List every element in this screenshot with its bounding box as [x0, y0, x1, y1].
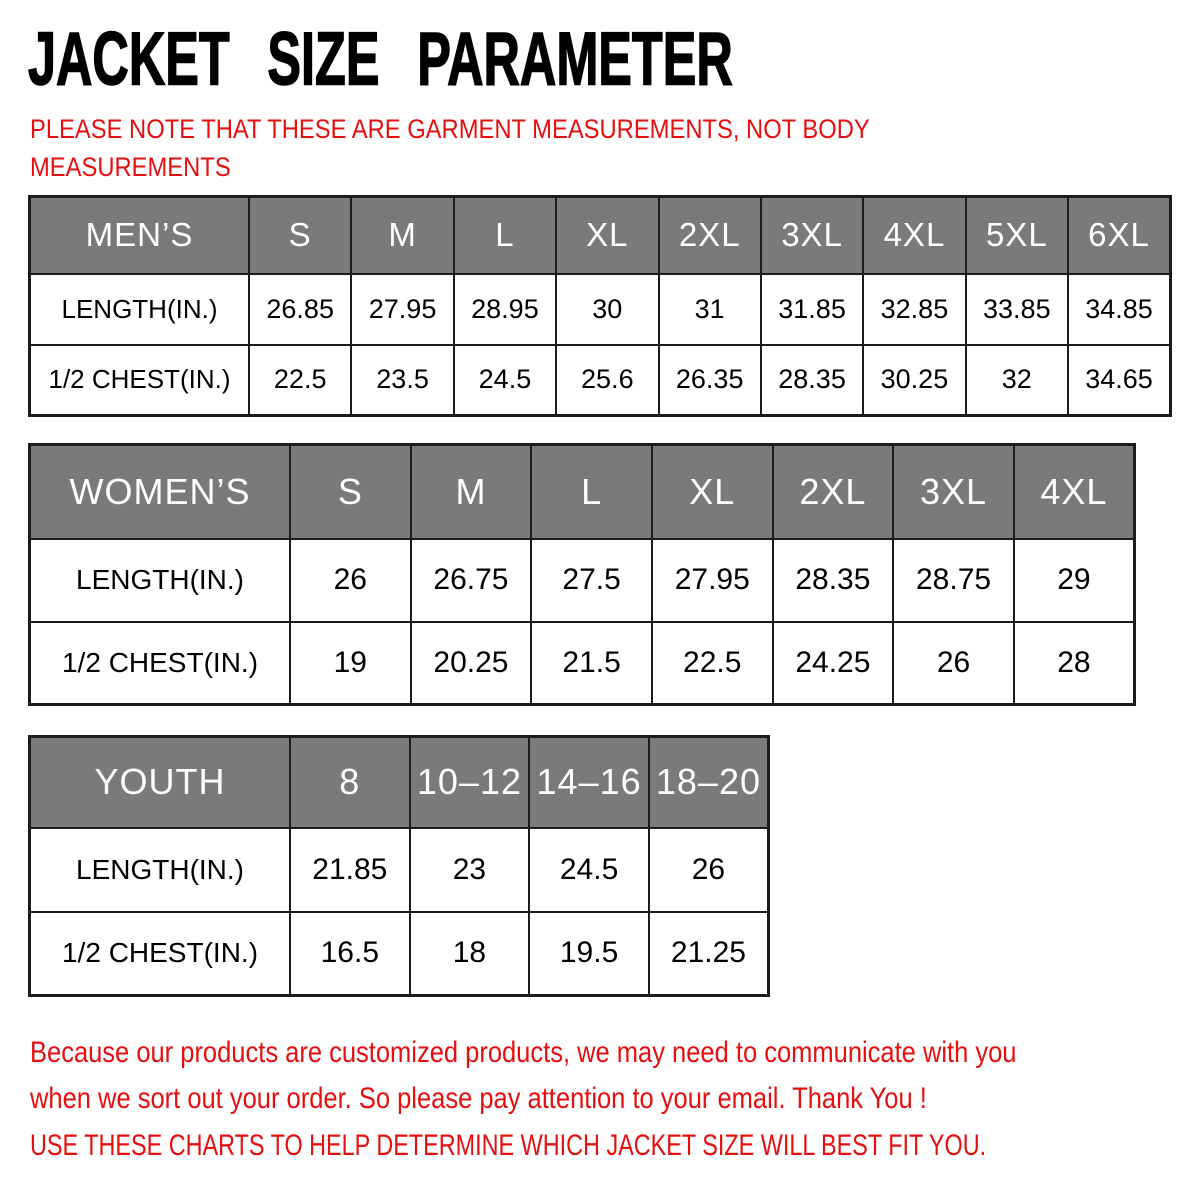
measurement-value-cell: 20.25: [411, 622, 532, 705]
measurement-value-cell: 30: [556, 274, 658, 345]
size-column-header: M: [351, 197, 453, 274]
size-column-header: 2XL: [659, 197, 761, 274]
measurement-value-cell: 28.95: [454, 274, 556, 345]
measurement-value-cell: 23.5: [351, 345, 453, 416]
customization-notice: [30, 1030, 1017, 1122]
size-column-header: 3XL: [893, 445, 1014, 539]
measurement-row: [30, 539, 1135, 622]
size-column-header: S: [249, 197, 351, 274]
womens-table-title-cell: WOMEN’S: [30, 445, 291, 539]
size-column-header: M: [411, 445, 532, 539]
measurement-value-cell: 33.85: [966, 274, 1068, 345]
size-column-header: 5XL: [966, 197, 1068, 274]
size-header-row: [30, 197, 1171, 274]
measurement-value-cell: 25.6: [556, 345, 658, 416]
size-column-header: 2XL: [773, 445, 894, 539]
mens-size-table-container: [28, 195, 1172, 417]
measurement-row-label: 1/2 CHEST(IN.): [30, 622, 291, 705]
measurement-row-label: LENGTH(IN.): [30, 828, 291, 912]
size-column-header: S: [290, 445, 411, 539]
sizing-advice: USE THESE CHARTS TO HELP DETERMINE WHICH JACKET SIZE WILL BEST FIT YOU.: [30, 1129, 987, 1162]
youth-table-title-cell: YOUTH: [30, 737, 291, 828]
womens-size-table-container: [28, 443, 1136, 706]
measurement-value-cell: 28.35: [773, 539, 894, 622]
size-column-header: 10–12: [410, 737, 530, 828]
measurement-value-cell: 28.35: [761, 345, 863, 416]
measurement-value-cell: 21.5: [531, 622, 652, 705]
measurement-value-cell: 27.95: [652, 539, 773, 622]
measurement-value-cell: 21.85: [290, 828, 410, 912]
measurement-value-cell: 22.5: [652, 622, 773, 705]
size-column-header: L: [531, 445, 652, 539]
youth-size-table: [28, 735, 770, 997]
measurement-value-cell: 34.85: [1068, 274, 1171, 345]
mens-size-table: [28, 195, 1172, 417]
garment-measurement-note: [30, 110, 870, 186]
size-column-header: 6XL: [1068, 197, 1171, 274]
measurement-value-cell: 18: [410, 912, 530, 996]
measurement-value-cell: 26.75: [411, 539, 532, 622]
womens-size-table: [28, 443, 1136, 706]
size-column-header: 14–16: [529, 737, 649, 828]
measurement-value-cell: 16.5: [290, 912, 410, 996]
measurement-value-cell: 21.25: [649, 912, 769, 996]
size-column-header: 4XL: [863, 197, 965, 274]
measurement-row: [30, 274, 1171, 345]
measurement-row-label: 1/2 CHEST(IN.): [30, 345, 250, 416]
page-title: JACKET SIZE PARAMETER: [28, 17, 733, 102]
measurement-value-cell: 29: [1014, 539, 1135, 622]
size-column-header: 18–20: [649, 737, 769, 828]
measurement-value-cell: 28: [1014, 622, 1135, 705]
measurement-value-cell: 27.95: [351, 274, 453, 345]
measurement-value-cell: 19: [290, 622, 411, 705]
measurement-value-cell: 26: [290, 539, 411, 622]
measurement-value-cell: 31.85: [761, 274, 863, 345]
size-column-header: 3XL: [761, 197, 863, 274]
measurement-row-label: LENGTH(IN.): [30, 539, 291, 622]
measurement-value-cell: 23: [410, 828, 530, 912]
measurement-value-cell: 26.35: [659, 345, 761, 416]
measurement-row: [30, 828, 769, 912]
measurement-value-cell: 28.75: [893, 539, 1014, 622]
measurement-value-cell: 27.5: [531, 539, 652, 622]
size-column-header: XL: [652, 445, 773, 539]
measurement-row-label: LENGTH(IN.): [30, 274, 250, 345]
size-column-header: 8: [290, 737, 410, 828]
measurement-value-cell: 24.5: [454, 345, 556, 416]
youth-size-table-container: [28, 735, 770, 997]
measurement-value-cell: 24.5: [529, 828, 649, 912]
measurement-value-cell: 30.25: [863, 345, 965, 416]
size-column-header: L: [454, 197, 556, 274]
size-header-row: [30, 445, 1135, 539]
measurement-row: [30, 912, 769, 996]
note-line-2: MEASUREMENTS: [30, 152, 231, 182]
mens-table-title-cell: MEN’S: [30, 197, 250, 274]
measurement-value-cell: 24.25: [773, 622, 894, 705]
measurement-value-cell: 26.85: [249, 274, 351, 345]
measurement-value-cell: 26: [893, 622, 1014, 705]
measurement-value-cell: 32.85: [863, 274, 965, 345]
note-line-1: PLEASE NOTE THAT THESE ARE GARMENT MEASUREMENTS, NOT BODY: [30, 114, 870, 144]
measurement-value-cell: 31: [659, 274, 761, 345]
size-header-row: [30, 737, 769, 828]
measurement-value-cell: 32: [966, 345, 1068, 416]
size-column-header: XL: [556, 197, 658, 274]
notice-line-2: when we sort out your order. So please pay attention to your email. Thank You !: [30, 1082, 927, 1115]
measurement-row-label: 1/2 CHEST(IN.): [30, 912, 291, 996]
measurement-row: [30, 622, 1135, 705]
measurement-value-cell: 34.65: [1068, 345, 1171, 416]
size-column-header: 4XL: [1014, 445, 1135, 539]
notice-line-1: Because our products are customized products, we may need to communicate with you: [30, 1036, 1017, 1069]
measurement-value-cell: 22.5: [249, 345, 351, 416]
measurement-value-cell: 26: [649, 828, 769, 912]
measurement-row: [30, 345, 1171, 416]
measurement-value-cell: 19.5: [529, 912, 649, 996]
